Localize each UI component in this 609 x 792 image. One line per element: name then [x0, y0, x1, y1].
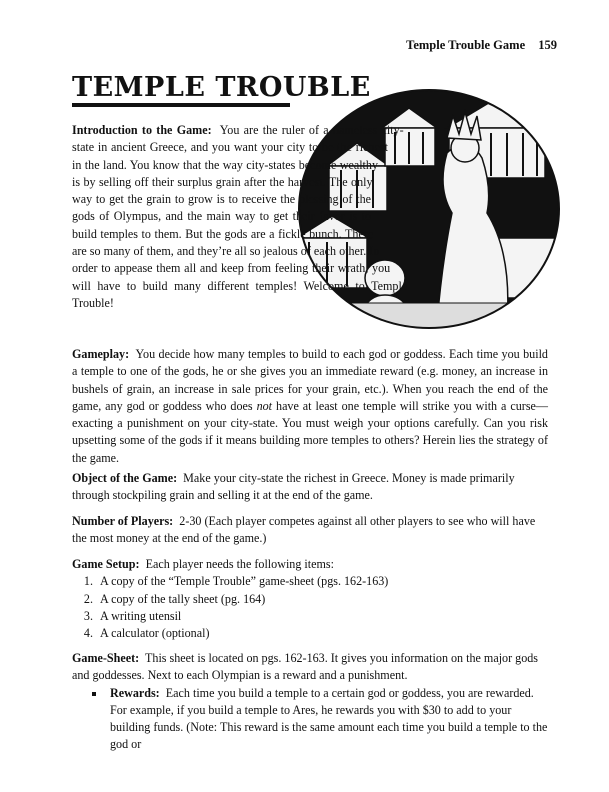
gameplay-paragraph: [72, 346, 548, 467]
intro-lead: Introduction to the Game:: [72, 123, 212, 137]
gameplay-not: not: [256, 398, 273, 413]
sheet-lead: Game-Sheet:: [72, 651, 140, 665]
sheet-list: [72, 685, 548, 754]
intro-text: You are the ruler of a nameless city-state in ancient Greece, and you want your city to be the richest in the land. You know that the way city-states become wealthy is by selling off their surplus grain after the harvest. The only way to get the grain to grow is to receive the blessing of the gods of Olympus, and the main way to get their favor is to build temples to them. But the gods are a fickle bunch. There are so many of them, and they’re all so jealous of each other. In order to appease them all and keep from feeling their wrath, you will have to build many different temples! Welcome to Temple Trouble!: [72, 123, 408, 310]
running-header: [406, 38, 557, 53]
page-title: TEMPLE TROUBLE: [72, 72, 371, 103]
list-item: 3. A writing utensil: [96, 608, 548, 625]
gameplay-text-a: You decide how many temples to build to each god or goddess. Each time you build a temple to one of the gods, he or she gives you an immediate reward (e.g. money, an increase in bushels of grain, an increase in sale prices for your grain, etc.). When you reach the end of the game, any god or goddess who does: [72, 347, 548, 413]
game-sheet-section: [72, 650, 548, 754]
list-item: 4. A calculator (optional): [96, 625, 548, 642]
title-underline: [72, 103, 290, 107]
gameplay-lead: Gameplay:: [72, 347, 130, 361]
page-number: 159: [538, 38, 557, 52]
list-item: 1. A copy of the “Temple Trouble” game-sheet (pgs. 162-163): [96, 573, 548, 590]
intro-paragraph: [72, 122, 548, 312]
object-lead: Object of the Game:: [72, 471, 178, 485]
players-paragraph: [72, 513, 548, 548]
players-lead: Number of Players:: [72, 514, 174, 528]
setup-list: [72, 573, 548, 642]
running-title: Temple Trouble Game: [406, 38, 526, 52]
object-text: Make your city-state the richest in Greece. Money is made primarily through stockpiling grain and selling it at the end of the game.: [72, 471, 515, 503]
setup-section: [72, 556, 548, 642]
list-item: 2. A copy of the tally sheet (pg. 164): [96, 591, 548, 608]
players-text: 2-30 (Each player competes against all other players to see who will have the most money at the end of the game.): [72, 514, 536, 546]
rewards-text: Each time you build a temple to a certain god or goddess, you are rewarded. For example, if you build a temple to Ares, he rewards you with $30 to add to your building funds. (Note: This reward is the same amount each time you build a temple to the god or: [110, 685, 548, 752]
object-paragraph: [72, 470, 548, 505]
rewards-lead: Rewards:: [110, 685, 160, 700]
setup-lead: Game Setup:: [72, 557, 140, 571]
setup-text: Each player needs the following items:: [145, 557, 334, 571]
sheet-text: This sheet is located on pgs. 162-163. It gives you information on the major gods and goddesses. Next to each Olympian is a reward and a punishment.: [72, 651, 539, 683]
list-item: [106, 685, 548, 754]
gameplay-text-b: have at least one temple will strike you with a curse—exacting a punishment on your city-state. You must weigh your options carefully. Can you risk upsetting some of the gods if it means building more temples to others? Herein lies the strategy of the game.: [72, 398, 548, 465]
